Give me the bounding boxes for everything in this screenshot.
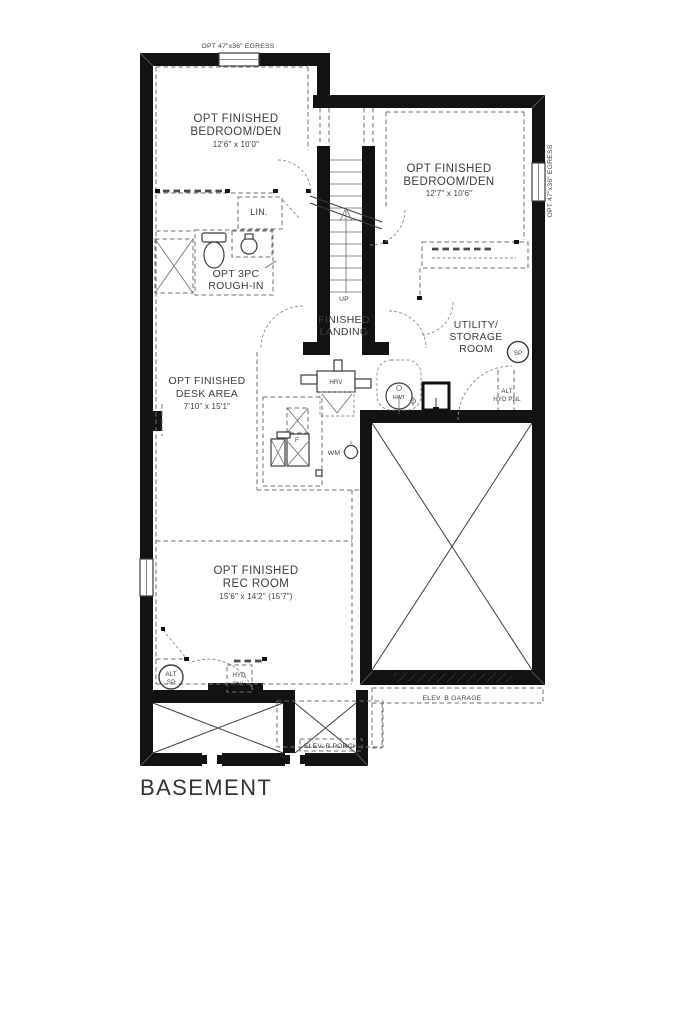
desk-area-dims: 7'10" x 15'1" xyxy=(183,402,231,411)
rec-room-dims: 15'6" x 14'2" (15'7") xyxy=(219,592,293,601)
hyd-pnl-label-2: PNL xyxy=(232,681,246,688)
bedroom-left-label-1: OPT FINISHED xyxy=(193,113,279,125)
egress-right-label: OPT 47"x36" EGRESS xyxy=(547,144,554,218)
bedroom-right-label-2: BEDROOM/DEN xyxy=(403,176,495,188)
sump-pit xyxy=(423,383,449,410)
garage-door-sill-hatch xyxy=(393,672,513,683)
shower-rough-in xyxy=(155,239,193,293)
utility-label-2: STORAGE xyxy=(449,331,503,343)
hyd-pnl-label-1: HYD xyxy=(232,672,246,679)
utility-label-3: ROOM xyxy=(459,343,493,355)
alt-sp-label-1: ALT xyxy=(165,671,177,678)
furnace-duct-box xyxy=(287,408,308,433)
furnace-assembly xyxy=(263,397,322,486)
hwt-label: HWT xyxy=(392,395,406,401)
linen-label: LIN. xyxy=(250,207,268,217)
alt-sp-label-2: SP xyxy=(166,679,176,686)
washer-rough-in xyxy=(343,441,359,459)
alt-hyd-label-2: HYD PNL xyxy=(493,396,521,403)
landing-label-2: LANDING xyxy=(319,326,369,338)
egress-window-top xyxy=(219,53,259,66)
rough-in-label-2: ROUGH-IN xyxy=(208,280,264,292)
alt-hyd-label-1: ALT xyxy=(501,388,513,395)
bedroom-right-label-1: OPT FINISHED xyxy=(406,163,492,175)
utility-label-1: UTILITY/ xyxy=(453,319,499,331)
rough-in-label-1: OPT 3PC xyxy=(212,268,260,280)
elev-b-garage-label: ELEV. B GARAGE xyxy=(422,695,482,702)
leader-line xyxy=(265,261,276,268)
stair-hidden-lines xyxy=(320,108,373,146)
desk-area-label-1: OPT FINISHED xyxy=(168,375,246,387)
egress-top-label: OPT 47"x36" EGRESS xyxy=(201,43,275,50)
hrv-assembly xyxy=(301,360,371,416)
hot-water-tank xyxy=(377,360,421,414)
rec-room-label-1: OPT FINISHED xyxy=(213,565,299,577)
hrv-label: HRV xyxy=(329,379,343,386)
egress-window-right xyxy=(532,163,545,201)
plan-title: BASEMENT xyxy=(140,775,273,800)
wm-label: WM xyxy=(327,450,341,457)
bedroom-right-dims: 12'7" x 10'6" xyxy=(425,189,473,198)
toilet-icon xyxy=(202,233,226,268)
sink-icon xyxy=(241,234,257,254)
rec-room-label-2: REC ROOM xyxy=(222,578,290,590)
sp-label: SP xyxy=(513,350,523,357)
left-wall-jog xyxy=(153,404,162,436)
floor-drain xyxy=(316,470,322,476)
window-left-wall xyxy=(140,559,153,596)
furnace-label: F xyxy=(294,437,300,444)
bedroom-left-label-2: BEDROOM/DEN xyxy=(190,126,282,138)
up-label: UP xyxy=(339,296,349,303)
bedroom-left-dims: 12'6" x 10'0" xyxy=(212,140,260,149)
desk-area-label-2: DESK AREA xyxy=(175,388,239,400)
landing-label-1: FINISHED xyxy=(318,314,370,326)
elev-b-porch-label: ELEV. B PORCH xyxy=(303,743,359,750)
